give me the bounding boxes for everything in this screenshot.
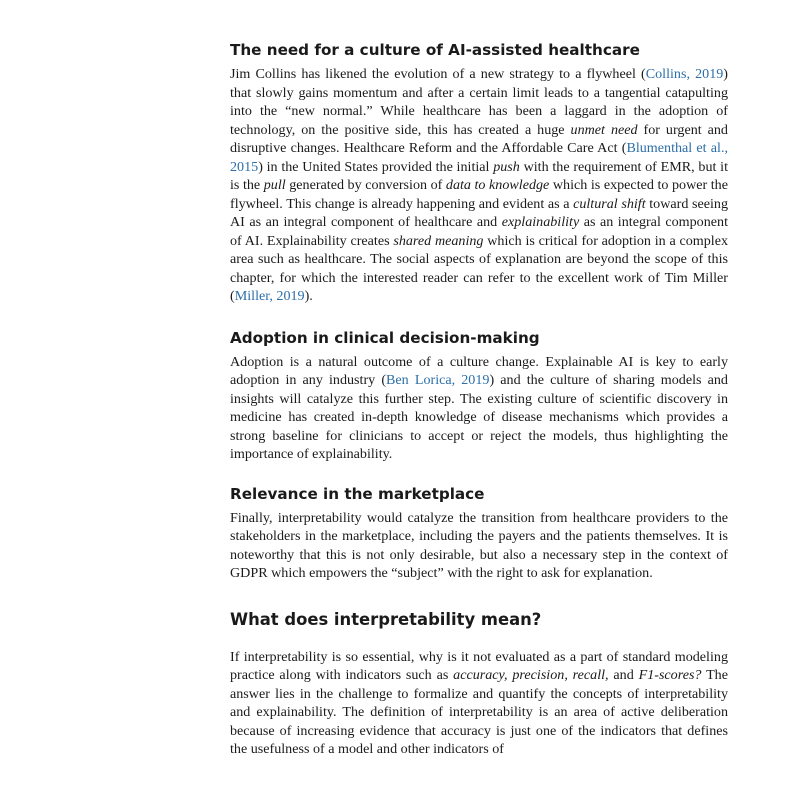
body-text: Finally, interpretability would catalyze the transition from healthcare providers to the stakeholders in the marketplace, including the payers and the patients themselves. It is noteworthy that this is not only desirable, but also a necessary step in the context of GDPR which empowers the “subject” with the right to ask for explanation. [230,509,728,581]
body-text: ). [304,288,313,304]
body-text: as an integral component of AI. Explainability creates [230,214,728,249]
section-marketplace [230,484,728,583]
section-paragraph [230,353,728,464]
citation-link[interactable]: Miller, 2019 [234,288,305,304]
body-text: ) and the culture of sharing models and insights will catalyze this further step. The existing culture of scientific discovery in medicine has created in-depth knowledge of disease mechanisms which provides a strong baseline for clinicians to accept or reject the models, thus highlighting the importance of explainability. [230,372,728,462]
body-text: with the requirement of EMR, but it is the [230,158,728,193]
emphasis-text: shared meaning [393,232,484,249]
emphasis-text: data to knowledge [445,177,550,193]
section-interpretability [230,609,728,759]
body-text: Jim Collins has likened the evolution of a new strategy to a flywheel ( [230,66,646,82]
section-paragraph [230,65,728,306]
body-text: for urgent and disruptive changes. Healthcare Reform and the Affordable Care Act ( [230,121,728,156]
emphasis-text: unmet need [570,121,638,138]
section-heading: Relevance in the marketplace [230,484,485,503]
section-adoption [230,328,728,464]
citation-link[interactable]: Collins, 2019 [645,66,724,82]
emphasis-text: accuracy, precision, recall, [453,667,609,683]
section-culture [230,40,728,306]
body-text: which is critical for adoption in a complex area such as healthcare. The social aspects of explanation are beyond the scope of this chapter, for which the interested reader can refer to the excellent work of Tim Miller ( [230,232,728,304]
emphasis-text: F1-scores? [638,667,702,683]
citation-link[interactable]: Blumenthal et al., 2015 [230,140,728,175]
body-text: toward seeing AI as an integral component of healthcare and [230,195,728,230]
body-text: ) in the United States provided the initial [258,158,494,175]
citation-link[interactable]: Ben Lorica, 2019 [386,372,490,388]
body-text: If interpretability is so essential, why is it not evaluated as a part of standard modeling practice along with indicators such as [230,648,728,683]
section-paragraph [230,648,728,759]
section-heading: The need for a culture of AI-assisted healthcare [230,41,640,59]
emphasis-text: pull [263,177,286,193]
section-paragraph [230,509,728,583]
emphasis-text: push [493,158,520,175]
body-text: The answer lies in the challenge to formalize and quantify the concepts of interpretability and explainability. The definition of interpretability is an area of active deliberation because of increasing evidence that accuracy is just one of the indicators that defines the usefulness of a model and other indicators of [230,667,728,757]
body-text: which is expected to power the flywheel. This change is already happening and evident as a [230,177,728,212]
body-text: and [608,667,639,683]
section-heading: Adoption in clinical decision-making [230,328,540,347]
body-text: generated by conversion of [285,177,446,193]
emphasis-text: cultural shift [573,195,646,212]
body-text: Adoption is a natural outcome of a culture change. Explainable AI is key to early adoption in any industry ( [230,353,728,388]
body-text: ) that slowly gains momentum and after a certain limit leads to a tangential catapulting into the “new normal.” While healthcare has been a laggard in the adoption of technology, on the positive side, this has created a huge [230,66,728,138]
section-heading-major: What does interpretability mean? [230,609,542,629]
emphasis-text: explainability [501,214,580,230]
article-body [230,40,728,759]
